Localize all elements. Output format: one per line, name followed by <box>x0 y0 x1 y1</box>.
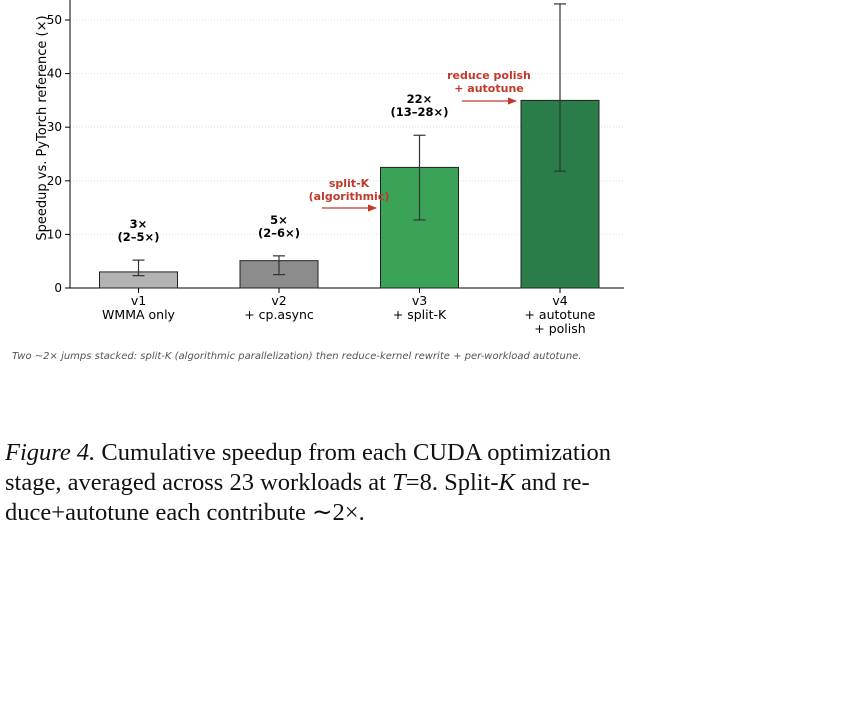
caption-text-2c: and re- <box>514 469 590 496</box>
y-tick-label: 40 <box>46 66 62 81</box>
y-tick-label: 0 <box>54 281 62 295</box>
data-label: 22× <box>406 92 433 107</box>
annotation-reduce-polish-sub: + autotune <box>454 82 524 95</box>
caption-text-2b: =8. Split- <box>405 469 499 496</box>
data-label-range: (2–5×) <box>117 230 160 245</box>
chart-note: Two ~2× jumps stacked: split-K (algorithmic parallelization) then reduce-kernel rewrite + per-workload autotune. <box>12 351 582 362</box>
caption-math-k: K <box>498 469 515 496</box>
annotation-reduce-polish: reduce polish <box>447 69 531 82</box>
caption-line-1 <box>5 438 657 468</box>
caption-line-3: duce+autotune each contribute ∼2×. <box>5 499 365 526</box>
data-label-range: (2–6×) <box>258 225 300 240</box>
x-tick-label: + cp.async <box>244 307 314 322</box>
y-tick-label: 50 <box>46 13 62 27</box>
caption-label: Figure 4. <box>5 439 96 466</box>
y-tick-label: 20 <box>46 173 62 188</box>
annotation-split-k: split-K <box>328 177 370 190</box>
x-tick-label: v2 <box>271 293 287 308</box>
speedup-bar-chart <box>0 0 850 345</box>
y-tick-label: 10 <box>46 227 62 242</box>
caption-text-1: Cumulative speedup from each CUDA optimization <box>101 439 612 466</box>
caption-math-t: T <box>392 469 406 496</box>
figure-caption <box>5 438 657 528</box>
x-tick-label: + autotune <box>524 307 596 322</box>
y-tick-label: 30 <box>46 120 62 135</box>
y-axis-label: Speedup vs. PyTorch reference (×) <box>35 15 50 241</box>
x-tick-label: + polish <box>534 321 586 336</box>
caption-text-2a: stage, averaged across 23 workloads at <box>5 469 393 496</box>
x-tick-label: v3 <box>411 293 428 308</box>
x-tick-label: v1 <box>130 293 147 308</box>
x-tick-label: v4 <box>552 293 568 308</box>
x-tick-label: + split-K <box>392 307 447 322</box>
data-label-range: (13–28×) <box>390 105 449 120</box>
caption-line-2 <box>5 468 657 498</box>
x-tick-label: WMMA only <box>102 307 175 322</box>
annotation-split-k-sub: (algorithmic) <box>308 190 390 203</box>
data-label: 3× <box>129 217 148 232</box>
data-label: 5× <box>270 212 288 227</box>
